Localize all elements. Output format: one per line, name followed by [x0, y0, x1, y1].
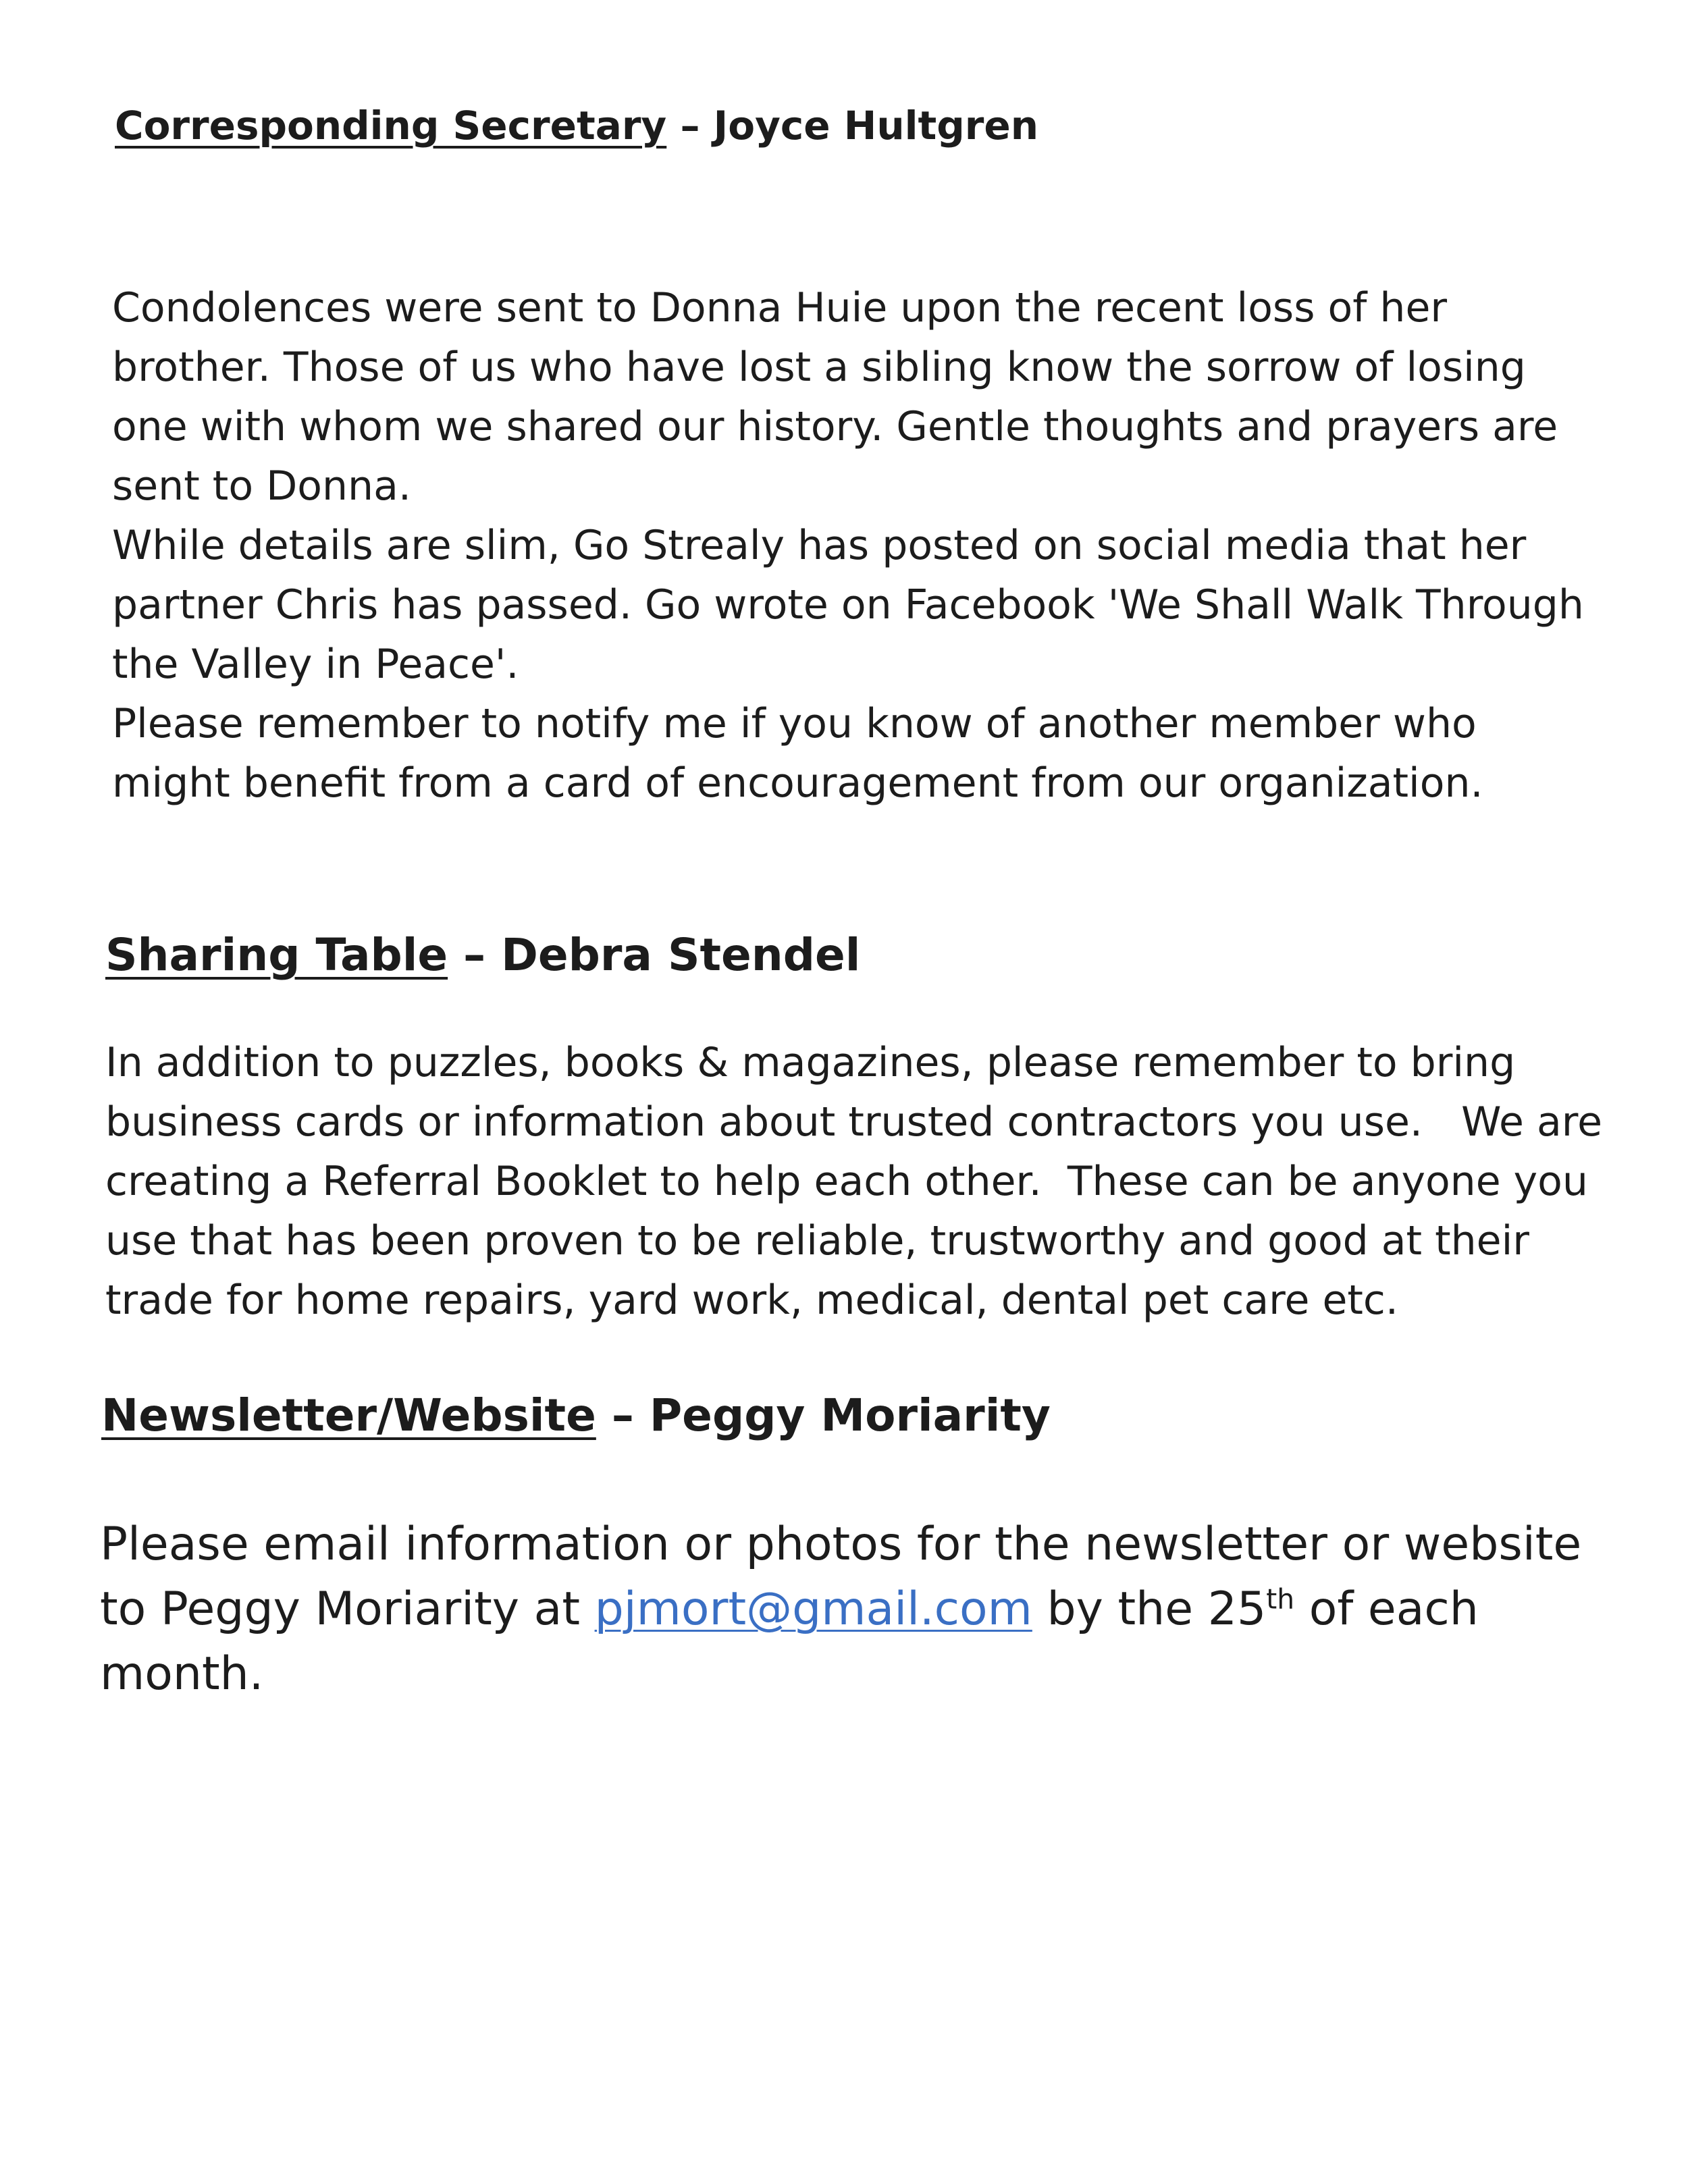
- paragraph-line: brother. Those of us who have lost a sibling know the sorrow of losing: [112, 344, 1526, 391]
- ordinal-superscript: th: [1266, 1582, 1295, 1616]
- paragraph-line: month.: [100, 1647, 264, 1701]
- newsletter-website-heading: [101, 1389, 1051, 1441]
- paragraph-line: use that has been proven to be reliable, trustworthy and good at their: [105, 1217, 1529, 1264]
- paragraph-line: In addition to puzzles, books & magazines, please remember to bring: [105, 1039, 1516, 1086]
- section-person: Joyce Hultgren: [713, 103, 1038, 149]
- heading-separator: –: [463, 929, 486, 981]
- paragraph-line: might benefit from a card of encouragement from our organization.: [112, 760, 1483, 807]
- newsletter-website-body: [100, 1512, 1619, 1707]
- corresponding-secretary-heading: [115, 103, 1038, 149]
- paragraph-line: partner Chris has passed. Go wrote on Facebook 'We Shall Walk Through: [112, 581, 1584, 629]
- section-title: Newsletter/Website: [101, 1389, 596, 1441]
- paragraph-line: creating a Referral Booklet to help each other. These can be anyone you: [105, 1158, 1588, 1205]
- paragraph-line: Please email information or photos for the newsletter or website: [100, 1518, 1582, 1571]
- heading-separator: –: [611, 1389, 634, 1441]
- paragraph-line: Condolences were sent to Donna Huie upon the recent loss of her: [112, 284, 1448, 331]
- text-after-email: by the 25: [1047, 1582, 1267, 1636]
- section-person: Peggy Moriarity: [649, 1389, 1051, 1441]
- paragraph-line: trade for home repairs, yard work, medical, dental pet care etc.: [105, 1277, 1398, 1324]
- email-link[interactable]: pjmort@gmail.com: [594, 1582, 1032, 1636]
- paragraph-line-with-email: [100, 1577, 1619, 1642]
- sharing-table-heading: [105, 929, 860, 981]
- sharing-table-body: [105, 1033, 1625, 1330]
- paragraph-line: sent to Donna.: [112, 462, 411, 510]
- section-person: Debra Stendel: [501, 929, 861, 981]
- heading-separator: –: [680, 103, 700, 149]
- paragraph-line: While details are slim, Go Strealy has posted on social media that her: [112, 522, 1527, 569]
- text-line-end: of each: [1309, 1582, 1479, 1636]
- paragraph-line: the Valley in Peace'.: [112, 641, 519, 688]
- paragraph-line: one with whom we shared our history. Gentle thoughts and prayers are: [112, 403, 1558, 450]
- section-title: Corresponding Secretary: [115, 103, 667, 149]
- text-before-email: to Peggy Moriarity at: [100, 1582, 580, 1636]
- section-title: Sharing Table: [105, 929, 448, 981]
- paragraph-line: Please remember to notify me if you know of another member who: [112, 700, 1477, 747]
- paragraph-line: business cards or information about trusted contractors you use. We are: [105, 1098, 1602, 1146]
- corresponding-secretary-body: [112, 278, 1598, 813]
